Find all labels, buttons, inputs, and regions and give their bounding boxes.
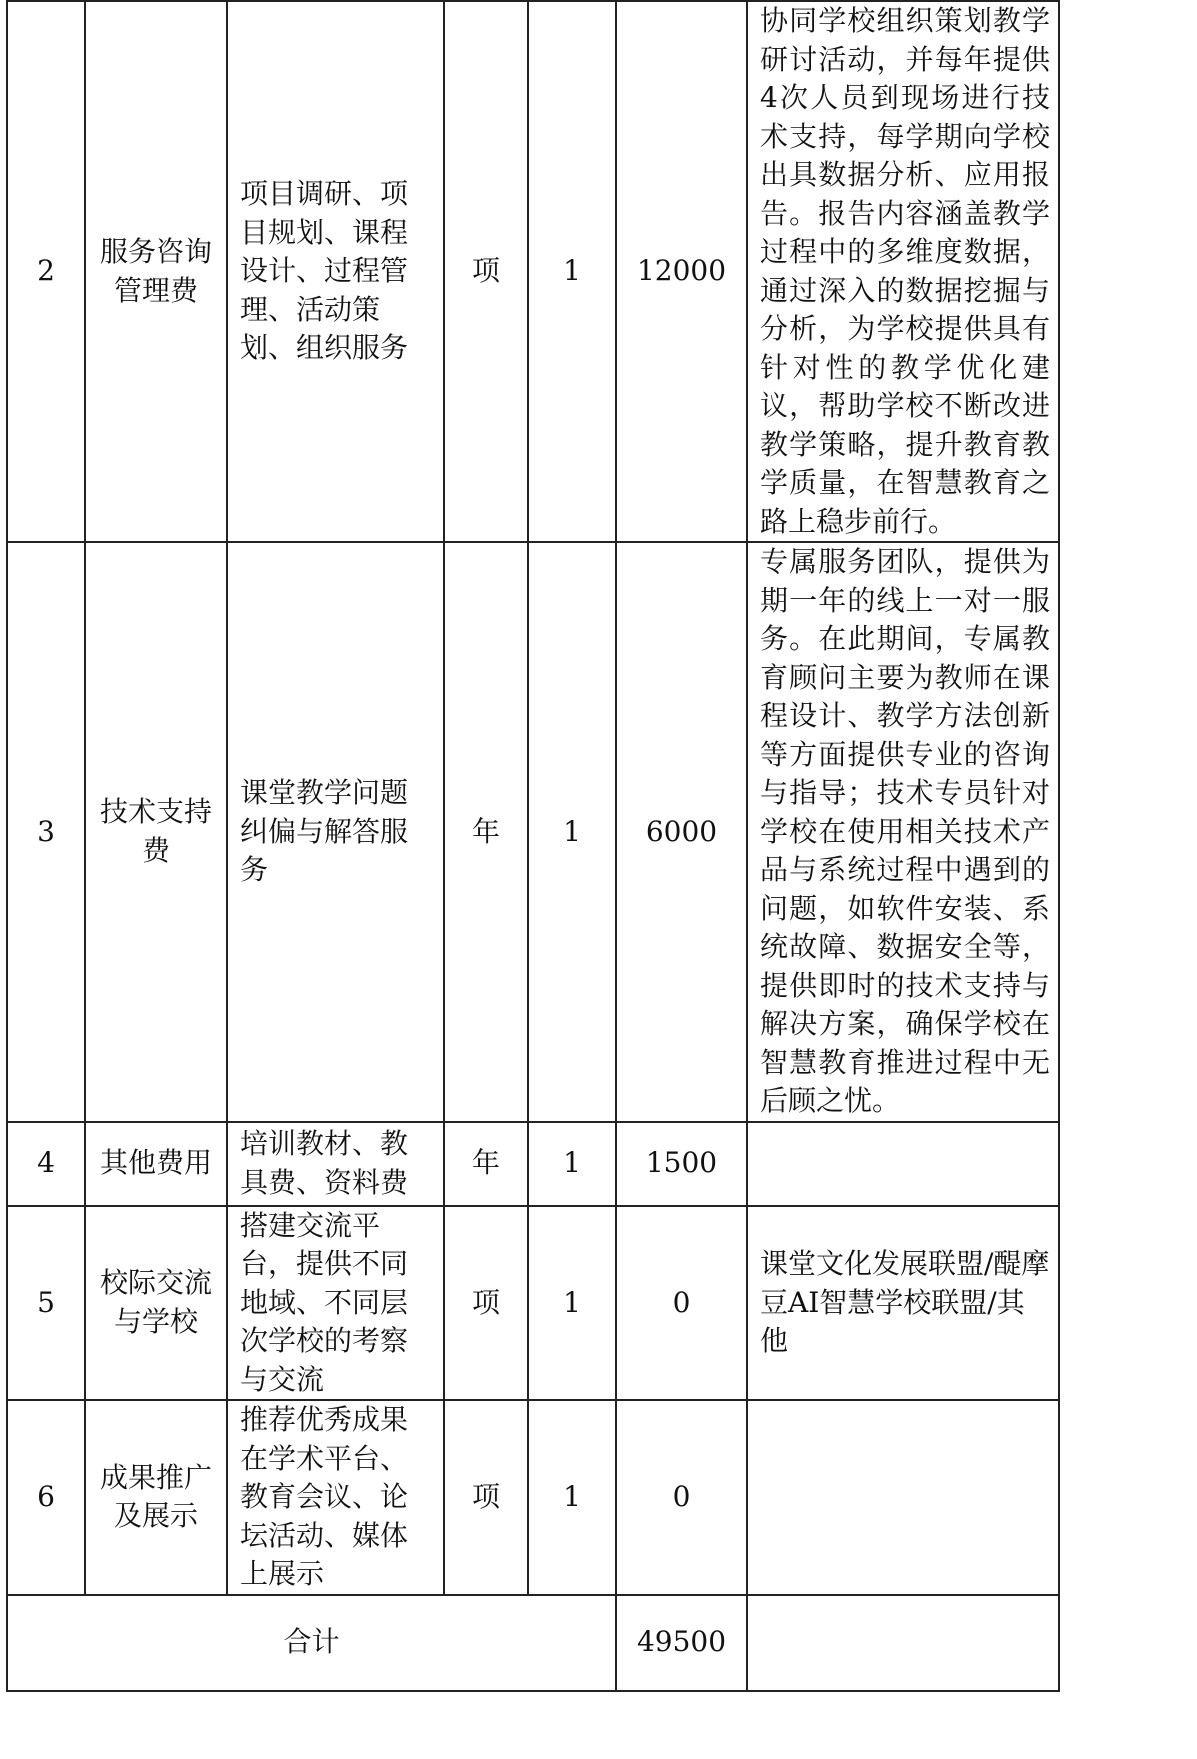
item-name: 成果推广及展示 [85,1400,227,1595]
table-row [7,1122,1059,1206]
item-note: 专属服务团队，提供为期一年的线上一对一服务。在此期间，专属教育顾问主要为教师在课程设计、教学方法创新等方面提供专业的咨询与指导；技术专员针对学校在使用相关技术产品与系统过程中遇到的问题，如软件安装、系统故障、数据安全等，提供即时的技术支持与解决方案，确保学校在智慧教育推进过程中无后顾之忧。 [747,542,1059,1122]
item-note [747,1400,1059,1595]
item-name: 校际交流与学校 [85,1206,227,1401]
item-quantity: 1 [528,1400,616,1595]
item-name: 服务咨询管理费 [85,1,227,542]
item-content: 项目调研、项目规划、课程设计、过程管理、活动策划、组织服务 [227,1,444,542]
item-amount: 0 [616,1400,747,1595]
item-amount: 12000 [616,1,747,542]
budget-table [6,0,1060,1692]
item-amount: 0 [616,1206,747,1401]
item-amount: 6000 [616,542,747,1122]
row-index: 3 [7,542,85,1122]
item-unit: 年 [444,1122,528,1206]
item-unit: 年 [444,542,528,1122]
item-name: 技术支持费 [85,542,227,1122]
item-content: 培训教材、教具费、资料费 [227,1122,444,1206]
item-note [747,1122,1059,1206]
table-row [7,1,1059,542]
item-note: 课堂文化发展联盟/醍摩豆AI智慧学校联盟/其他 [747,1206,1059,1401]
item-quantity: 1 [528,542,616,1122]
row-index: 4 [7,1122,85,1206]
item-quantity: 1 [528,1206,616,1401]
item-content: 搭建交流平台，提供不同地域、不同层次学校的考察与交流 [227,1206,444,1401]
total-note [747,1595,1059,1691]
item-unit: 项 [444,1400,528,1595]
item-amount: 1500 [616,1122,747,1206]
total-row [7,1595,1059,1691]
total-label: 合计 [7,1595,616,1691]
row-index: 5 [7,1206,85,1401]
item-content: 课堂教学问题纠偏与解答服务 [227,542,444,1122]
item-content: 推荐优秀成果在学术平台、教育会议、论坛活动、媒体上展示 [227,1400,444,1595]
table-row [7,1400,1059,1595]
item-unit: 项 [444,1206,528,1401]
item-quantity: 1 [528,1122,616,1206]
item-note: 协同学校组织策划教学研讨活动，并每年提供4次人员到现场进行技术支持，每学期向学校出具数据分析、应用报告。报告内容涵盖教学过程中的多维度数据，通过深入的数据挖掘与分析，为学校提供具有针对性的教学优化建议，帮助学校不断改进教学策略，提升教育教学质量，在智慧教育之路上稳步前行。 [747,1,1059,542]
row-index: 6 [7,1400,85,1595]
item-unit: 项 [444,1,528,542]
table-row [7,1206,1059,1401]
item-name: 其他费用 [85,1122,227,1206]
item-quantity: 1 [528,1,616,542]
row-index: 2 [7,1,85,542]
total-amount: 49500 [616,1595,747,1691]
table-row [7,542,1059,1122]
